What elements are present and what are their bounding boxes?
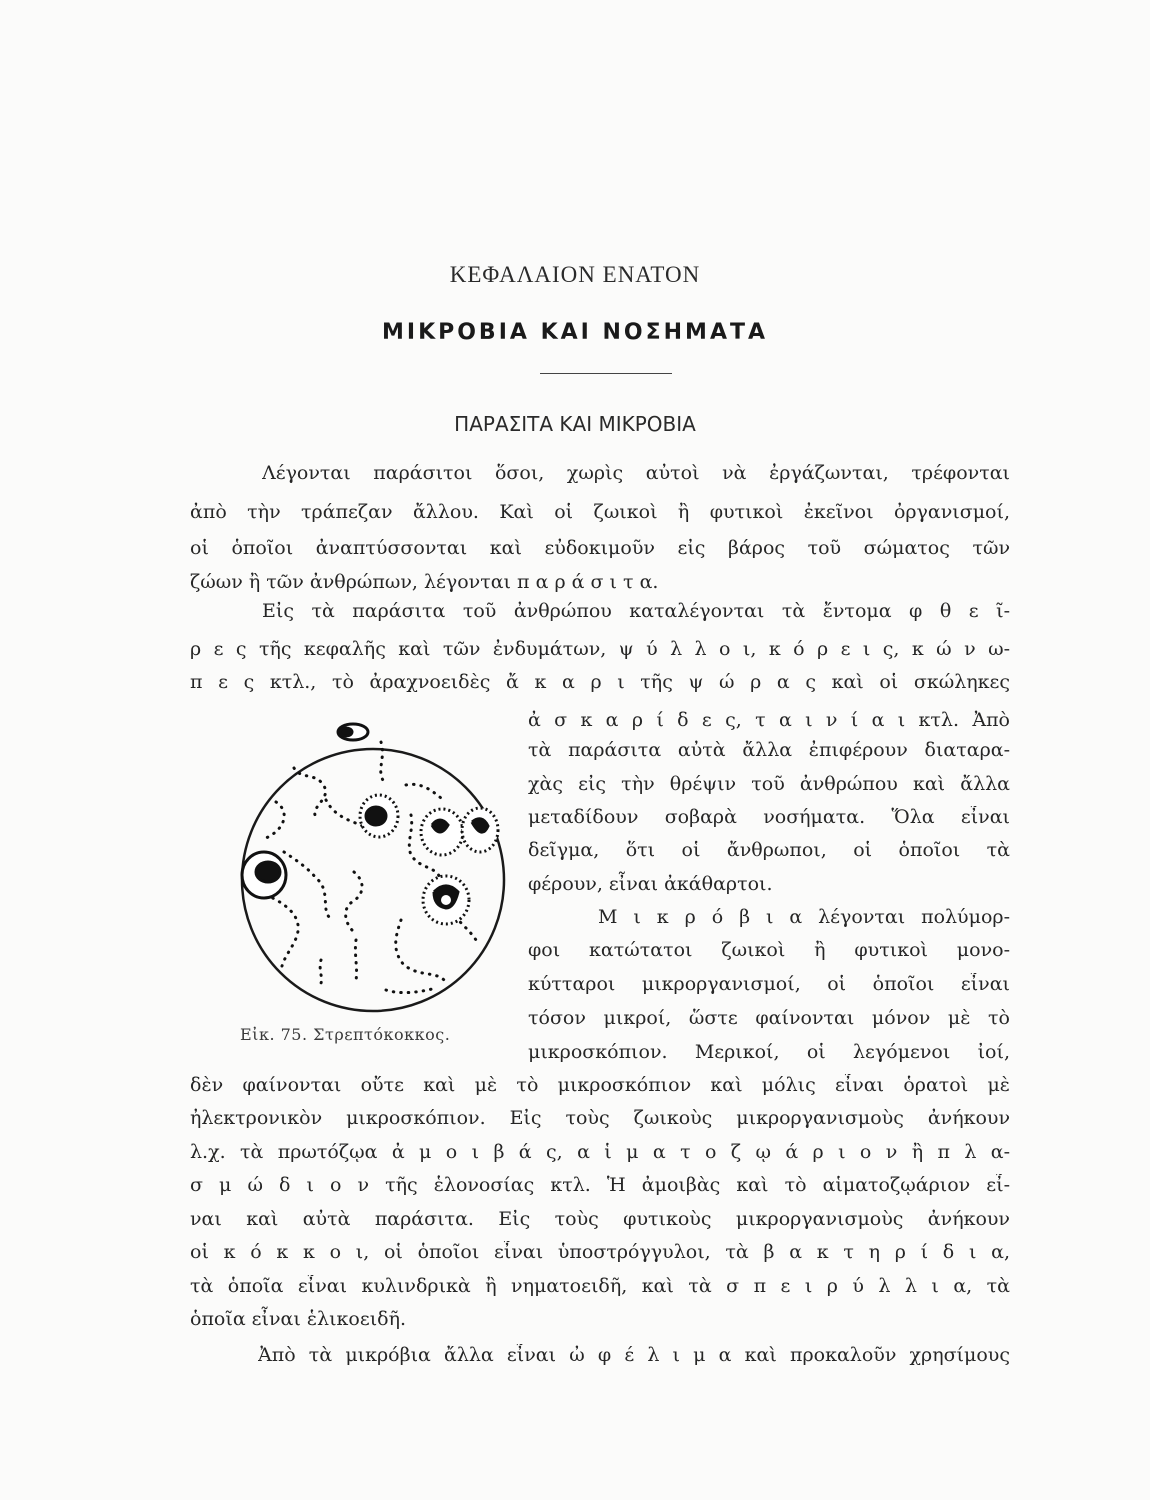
body-line: μικροσκόπιον. Μερικοί, οἱ λεγόμενοι ἰοί, [528,1041,1010,1063]
body-line: χὰς εἰς τὴν θρέψιν τοῦ ἀνθρώπου καὶ ἄλλα [528,773,1010,795]
body-line: ἀ σ κ α ρ ί δ ε ς, τ α ι ν ί α ι κτλ. Ἀπὸ [528,709,1010,731]
body-line: λ.χ. τὰ πρωτόζῳα ἀ μ ο ι β ά ς, α ἱ μ α τ ο ζ ῳ ά ρ ι ο ν ἢ π λ α- [190,1141,1010,1163]
body-line: κύτταροι μικροργανισμοί, οἱ ὁποῖοι εἶναι [528,973,1010,995]
body-line: Ἀπὸ τὰ μικρόβια ἄλλα εἶναι ὠ φ έ λ ι μ α καὶ προκαλοῦν χρησίμους [258,1344,1010,1366]
microscope-field-illustration [236,720,516,1025]
title-divider [540,373,672,374]
body-line: ναι καὶ αὐτὰ παράσιτα. Εἰς τοὺς φυτικοὺς μικροργανισμοὺς ἀνήκουν [190,1208,1010,1230]
chapter-title: ΜΙΚΡΟΒΙΑ ΚΑΙ ΝΟΣΗΜΑΤΑ [381,320,769,345]
body-line: ὁποῖα εἶναι ἑλικοειδῆ. [190,1308,407,1330]
body-line: ζώων ἢ τῶν ἀνθρώπων, λέγονται π α ρ ά σ ι τ α. [190,571,659,593]
body-line: φέρουν, εἶναι ἀκάθαρτοι. [528,873,773,895]
body-line: οἱ ὁποῖοι ἀναπτύσσονται καὶ εὐδοκιμοῦν εἰς βάρος τοῦ σώματος τῶν [190,537,1010,559]
figure-caption: Εἰκ. 75. Στρεπτόκοκκος. [240,1025,451,1044]
body-line: τόσον μικροί, ὥστε φαίνονται μόνον μὲ τὸ [528,1007,1010,1029]
body-line: δεῖγμα, ὅτι οἱ ἄνθρωποι, οἱ ὁποῖοι τὰ [528,839,1010,861]
body-line: οἱ κ ό κ κ ο ι, οἱ ὁποῖοι εἶναι ὑποστρόγγυλοι, τὰ β α κ τ η ρ ί δ ι α, [190,1241,1010,1263]
body-line: σ μ ώ δ ι ο ν τῆς ἑλονοσίας κτλ. Ἡ ἀμοιβὰς καὶ τὸ αἱματοζῳάριον εἶ- [190,1174,1010,1196]
body-line: φοι κατώτατοι ζωικοὶ ἢ φυτικοὶ μονο- [528,939,1010,961]
body-line: Λέγονται παράσιτοι ὅσοι, χωρὶς αὐτοὶ νὰ ἐργάζωνται, τρέφονται [262,462,1010,484]
body-line: Μ ι κ ρ ό β ι α λέγονται πολύμορ- [598,906,1010,928]
body-line: ἀπὸ τὴν τράπεζαν ἄλλου. Καὶ οἱ ζωικοὶ ἢ φυτικοὶ ἐκεῖνοι ὀργανισμοί, [190,501,1010,523]
streptococcus-figure [236,720,516,1025]
body-line: τὰ ὁποῖα εἶναι κυλινδρικὰ ἢ νηματοειδῆ, καὶ τὰ σ π ε ι ρ ύ λ λ ι α, τὰ [190,1275,1010,1297]
body-line: ἠλεκτρονικὸν μικροσκόπιον. Εἰς τοὺς ζωικοὺς μικροργανισμοὺς ἀνήκουν [190,1107,1010,1129]
body-line: μεταδίδουν σοβαρὰ νοσήματα. Ὅλα εἶναι [528,806,1010,828]
body-line: Εἰς τὰ παράσιτα τοῦ ἀνθρώπου καταλέγονται τὰ ἔντομα φ θ ε ῖ- [262,600,1010,622]
body-line: δὲν φαίνονται οὔτε καὶ μὲ τὸ μικροσκόπιον καὶ μόλις εἶναι ὁρατοὶ μὲ [190,1074,1010,1096]
body-line: ρ ε ς τῆς κεφαλῆς καὶ τῶν ἐνδυμάτων, ψ ύ λ λ ο ι, κ ό ρ ε ι ς, κ ώ ν ω- [190,638,1010,660]
body-line: τὰ παράσιτα αὐτὰ ἄλλα ἐπιφέρουν διαταρα- [528,739,1010,761]
section-heading: ΠΑΡΑΣΙΤΑ ΚΑΙ ΜΙΚΡΟΒΙΑ [454,412,696,436]
body-line: π ε ς κτλ., τὸ ἀραχνοειδὲς ἄ κ α ρ ι τῆς ψ ώ ρ α ς καὶ οἱ σκώληκες [190,671,1010,693]
chapter-heading: ΚΕΦΑΛΑΙΟΝ ΕΝΑΤΟΝ [449,262,701,287]
